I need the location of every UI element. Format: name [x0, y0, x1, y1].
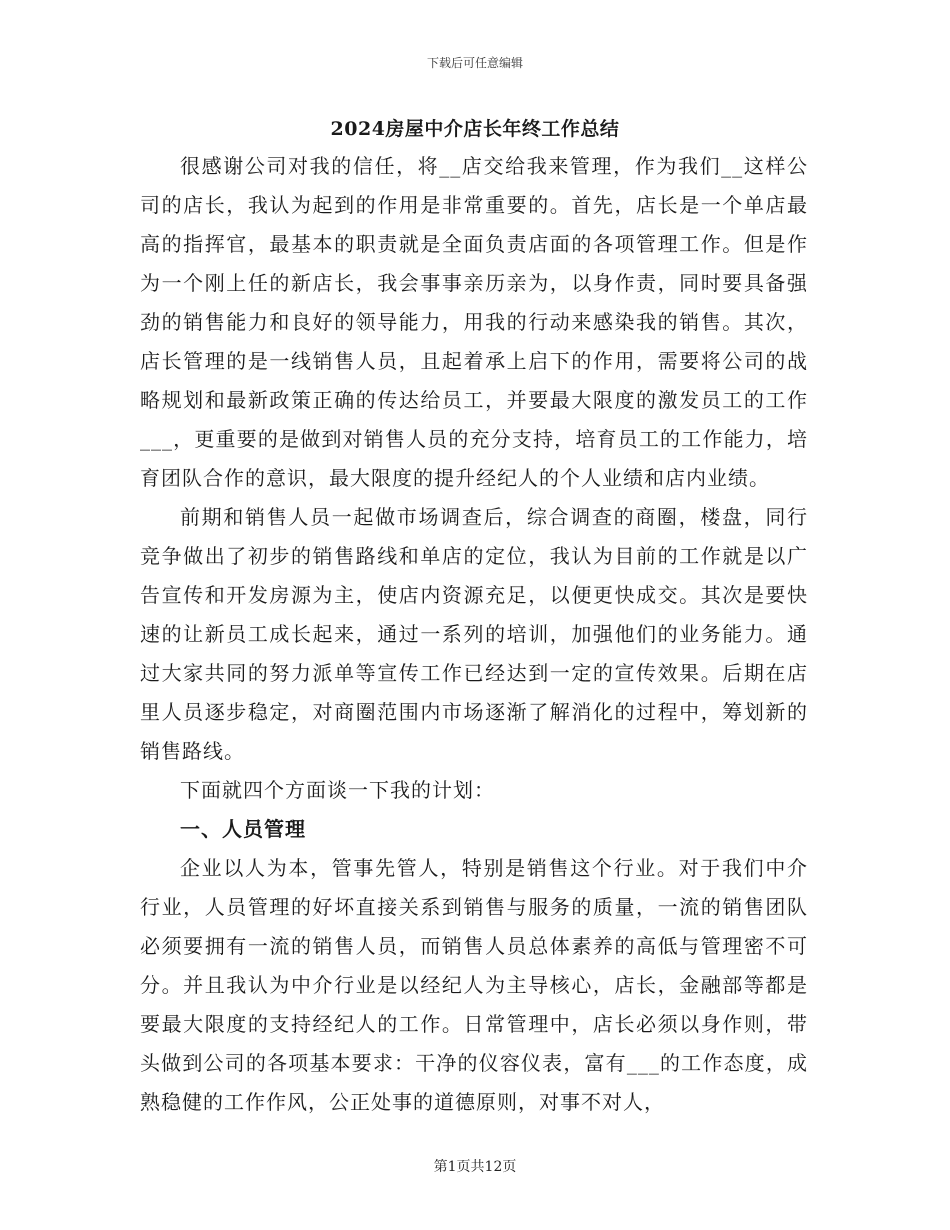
body-paragraph: 下面就四个方面谈一下我的计划：	[180, 778, 495, 802]
body-paragraph: 很感谢公司对我的信任，将__店交给我来管理，作为我们__这样公司的店长，我认为起到的作用是非常重要的。首先，店长是一个单店最高的指挥官，最基本的职责就是全面负责店面的各项管理工作。但是作为一个刚上任的新店长，我会事事亲历亲为，以身作责，同时要具备强劲的销售能力和良好的领导能力，用我的行动来感染我的销售。其次，店长管理的是一线销售人员，且起着承上启下的作用，需要将公司的战略规划和最新政策正确的传达给员工，并要最大限度的激发员工的工作___，更重要的是做到对销售人员的充分支持，培育员工的工作能力，培育团队合作的意识，最大限度的提升经纪人的个人业绩和店内业绩。	[140, 154, 808, 490]
document-body	[140, 147, 808, 1122]
page-number: 第1页共12页	[433, 1159, 517, 1175]
body-paragraph: 前期和销售人员一起做市场调查后，综合调查的商圈，楼盘，同行竞争做出了初步的销售路线和单店的定位，我认为目前的工作就是以广告宣传和开发房源为主，使店内资源充足，以便更快成交。其次是要快速的让新员工成长起来，通过一系列的培训，加强他们的业务能力。通过大家共同的努力派单等宣传工作已经达到一定的宣传效果。后期在店里人员逐步稳定，对商圈范围内市场逐渐了解消化的过程中，筹划新的销售路线。	[140, 505, 808, 763]
page-header-note: 下载后可任意编辑	[426, 56, 523, 70]
document-title: 2024房屋中介店长年终工作总结	[330, 118, 620, 140]
body-paragraph: 企业以人为本，管事先管人，特别是销售这个行业。对于我们中介行业，人员管理的好坏直接关系到销售与服务的质量，一流的销售团队必须要拥有一流的销售人员，而销售人员总体素养的高低与管理密不可分。并且我认为中介行业是以经纪人为主导核心，店长，金融部等都是要最大限度的支持经纪人的工作。日常管理中，店长必须以身作则，带头做到公司的各项基本要求：干净的仪容仪表，富有___的工作态度，成熟稳健的工作作风，公正处事的道德原则，对事不对人，	[140, 856, 808, 1114]
section-heading: 一、人员管理	[180, 817, 306, 841]
